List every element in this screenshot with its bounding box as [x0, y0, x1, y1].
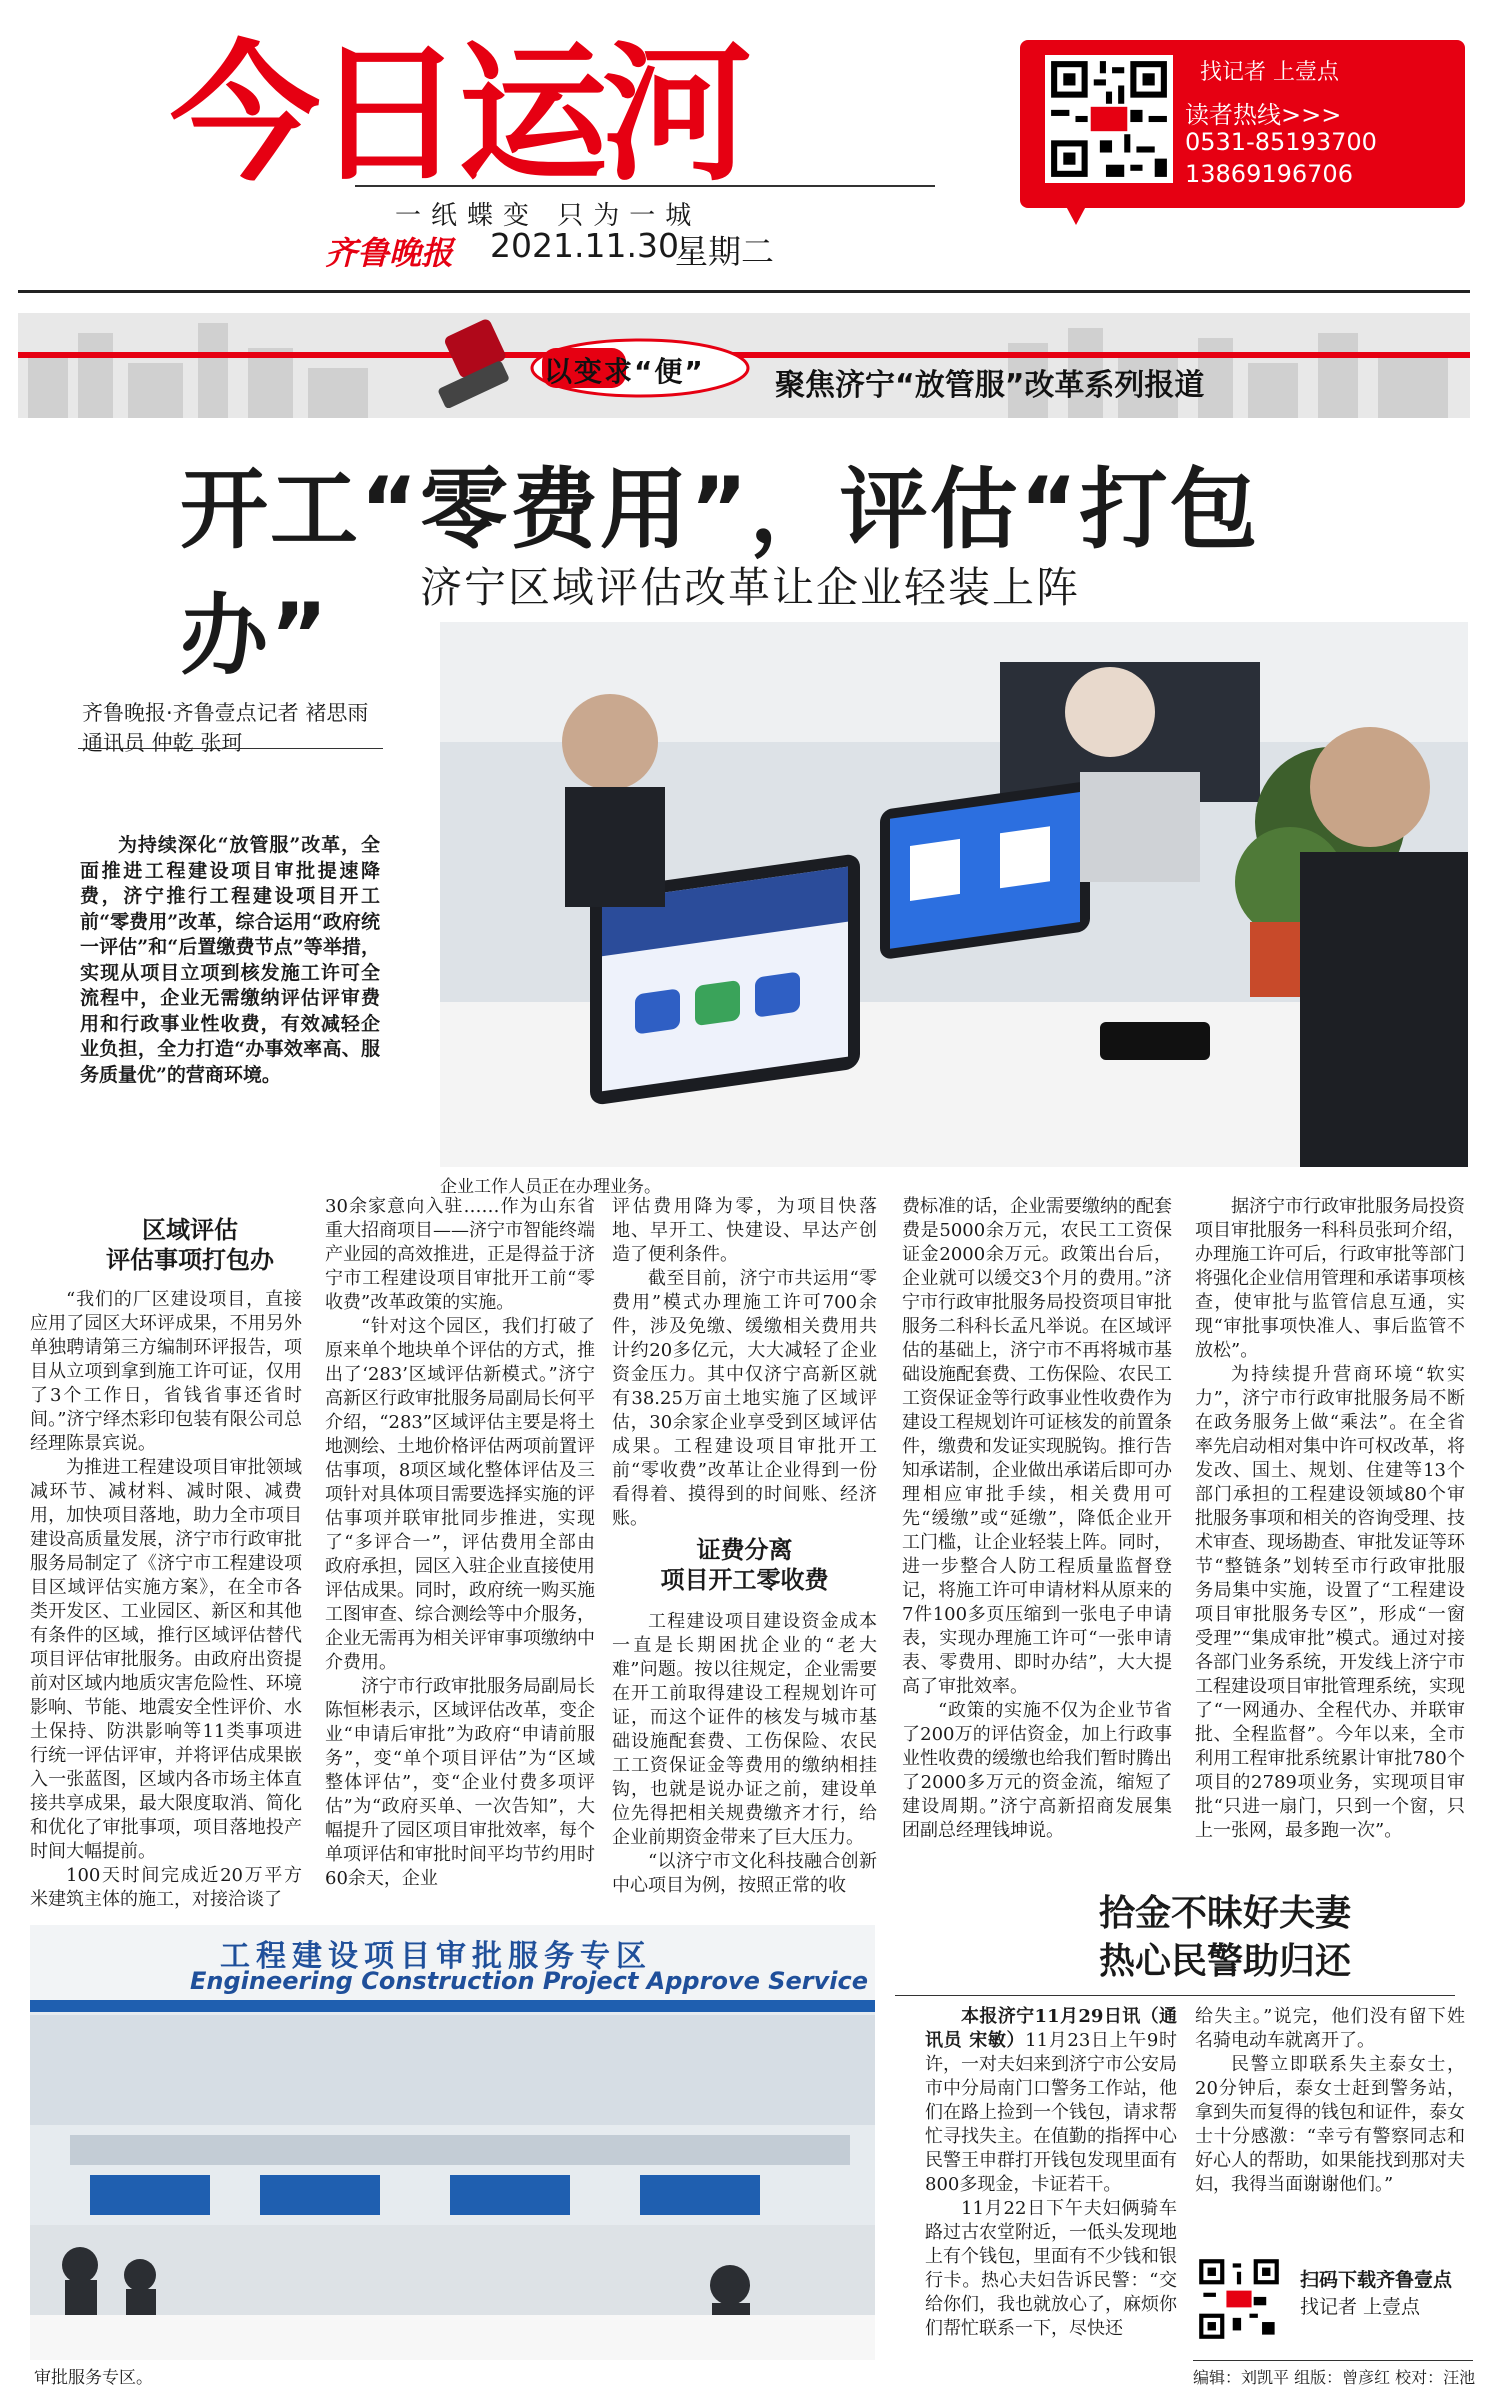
story2-dateline: 本报济宁11月29日讯（通讯员 宋敏） — [925, 2006, 1177, 2051]
hotline-phone-2[interactable]: 13869196706 — [1185, 160, 1353, 188]
article-headline: 开工“零费用”，评估“打包办” — [180, 458, 1260, 687]
service-zone-sign-en: Engineering Construction Project Approve Service — [190, 1967, 868, 1995]
download-app-label: 扫码下载齐鲁壹点 — [1300, 2269, 1453, 2291]
hotline-pointer — [1060, 195, 1092, 225]
story2-headline: 拾金不昧好夫妻 热心民警助归还 — [1098, 1893, 1351, 1982]
masthead-divider — [355, 185, 935, 187]
section-head-regional-assessment: 区域评估 评估事项打包办 — [106, 1216, 274, 1274]
series-title: 聚焦济宁“放管服”改革系列报道 — [775, 368, 1205, 403]
article-column-2: 30余家意向入驻……作为山东省重大招商项目——济宁市智能终端产业园的高效推进，正是得益于济宁市工程建设项目审批开工前“零收费”改革政策的实施。 “针对这个园区，我们打破了原来单个地块单个评估的方式，推出了‘283’区域评估新模式。”济宁高新区行政审批服务局副局长何平介绍，“283”区域评估主要是将土地测绘、土地价格评估两项前置评估事项，8项区域化整体评估及三项针对具体项目需要选择实施的评估事项并联审批同步推进，实现了“多评合一”，评估费用全部由政府承担，园区入驻企业直接使用评估成果。同时，政府统一购买施工图审查、综合测绘等中介服务，企业无需再为相关评审事项缴纳中介费用。 济宁市行政审批服务局副局长陈恒彬表示，区域评估改革，变企业“申请后审批”为政府“申请前服务”，变“单个项目评估”为“区域整体评估”，变“企业付费多项评估”为“政府买单、一次告知”，大幅提升了园区项目审批效率，每个单项评估和审批时间平均节约用时60余天，企业 — [325, 1196, 595, 1889]
paper-name: 齐鲁晚报 — [325, 234, 454, 272]
series-badge — [530, 338, 750, 398]
article-photo-office — [440, 622, 1468, 1167]
article-column-3b: 工程建设项目建设资金成本一直是长期困扰企业的“老大难”问题。按以往规定，企业需要在开工前取得建设工程规划许可证，而这个证件的核发与城市基础设施配套费、工伤保险、农民工工资保证金等费用的缴纳相挂钩，也就是说办证之前，建设单位先得把相关规费缴齐才行，给企业前期资金带来了巨大压力。 “以济宁市文化科技融合创新中心项目为例，按照正常的收 — [612, 1611, 877, 1896]
hotline-label: 读者热线>>> — [1185, 101, 1342, 129]
story2-column-1: 本报济宁11月29日讯（通讯员 宋敏）11月23日上午9时许，一对夫妇来到济宁市公安局市中分局南门口警务工作站，他们在路上捡到一个钱包，请求帮忙寻找失主。在值勤的指挥中心民警王申群打开钱包发现里面有800多现金，卡证若干。 11月22日下午夫妇俩骑车路过古农堂附近，一低头发现地上有个钱包，里面有不少钱和银行卡。热心夫妇告诉民警：“交给你们，我也就放心了，麻烦你们帮忙联系一下，尽快还 — [925, 2006, 1177, 2339]
article-column-1: “我们的厂区建设项目，直接应用了园区大环评成果，不用另外单独聘请第三方编制环评报告，项目从立项到拿到施工许可证，仅用了3个工作日，省钱省事还省时间。”济宁绎杰彩印包装有限公司总经理陈景宾说。 为推进工程建设项目审批领域减环节、减材料、减时限、减费用，加快项目落地，助力全市项目建设高质量发展，济宁市行政审批服务局制定了《济宁市工程建设项目区域评估实施方案》，在全市各类开发区、工业园区、新区和其他有条件的区域，推行区域评估替代项目评估审批服务。由政府出资提前对区域内地质灾害危险性、环境影响、节能、地震安全性评价、水土保持、防洪影响等11类事项进行统一评估评审，并将评估成果嵌入一张蓝图，区域内各市场主体直接共享成果，最大限度取消、简化和优化了审批事项，项目落地投产时间大幅提前。 100天时间完成近20万平方米建筑主体的施工，对接洽谈了 — [30, 1289, 302, 1910]
photo1-caption: 企业工作人员正在办理业务。 — [440, 1177, 661, 1197]
article-column-3a: 评估费用降为零，为项目快落地、早开工、快建设、早达产创造了便利条件。 截至目前，济宁市共运用“零费用”模式办理施工许可700余件，涉及免缴、缓缴相关费用共计约20多亿元，大大减轻了企业资金压力。其中仅济宁高新区就有38.25万亩土地实施了区域评估，30余家企业享受到区域评估成果。工程建设项目审批开工前“零收费”改革让企业得到一份看得着、摸得到的时间账、经济账。 — [612, 1196, 877, 1529]
story2-divider — [895, 1995, 1455, 1996]
story2-column-2: 给失主。”说完，他们没有留下姓名骑电动车就离开了。 民警立即联系失主泰女士，20分钟后，泰女士赶到警务站，拿到失而复得的钱包和证件，泰女士十分感激：“幸亏有警察同志和好心人的帮助，如果能找到那对夫妇，我得当面谢谢他们。” — [1195, 2006, 1465, 2195]
byline-divider — [78, 748, 383, 749]
credits-divider — [1193, 2360, 1473, 2361]
page-credits: 编辑：刘凯平 组版：曾彦红 校对：汪池 — [1193, 2368, 1476, 2387]
qr-code-icon[interactable] — [1045, 55, 1173, 183]
photo2-caption: 审批服务专区。 — [34, 2368, 153, 2388]
issue-weekday: 星期二 — [675, 232, 774, 271]
masthead-slogan: 一纸蝶变 只为一城 — [395, 201, 702, 231]
hotline-find-reporter: 找记者 上壹点 — [1200, 60, 1339, 85]
download-app-sublabel: 找记者 上壹点 — [1300, 2296, 1421, 2318]
hotline-phone-1[interactable]: 0531-85193700 — [1185, 128, 1377, 156]
service-zone-sign-cn: 工程建设项目审批服务专区 — [220, 1939, 652, 1974]
article-column-5: 据济宁市行政审批服务局投资项目审批服务一科科员张珂介绍，办理施工许可后，行政审批等部门将强化企业信用管理和承诺事项核查，使审批与监管信息互通，实现“审批事项快准人、事后监管不放松”。 为持续提升营商环境“软实力”，济宁市行政审批服务局不断在政务服务上做“乘法”。在全省率先启动相对集中许可权改革，将发改、国土、规划、住建等13个部门承担的工程建设领域80个审批服务事项和相关的咨询受理、技术审查、现场勘查、审批发证等环节“整链条”划转至市行政审批服务局集中实施，设置了“工程建设项目审批服务专区”，形成“一窗受理”“集成审批”模式。通过对接各部门业务系统，开发线上济宁市工程建设项目审批管理系统，实现了“一网通办、全程代办、并联审批、全程监督”。今年以来，全市利用工程审批系统累计审批780个项目的2789项业务，实现项目审批“只进一扇门，只到一个窗，只上一张网，最多跑一次”。 — [1195, 1196, 1465, 1841]
download-qr-code-icon[interactable] — [1195, 2255, 1283, 2343]
byline-correspondent: 通讯员 仲乾 张珂 — [82, 731, 243, 755]
issue-date: 2021.11.30 — [490, 226, 679, 265]
article-subhead: 济宁区域评估改革让企业轻装上阵 — [420, 563, 1081, 612]
byline-reporter: 齐鲁晚报·齐鲁壹点记者 褚思雨 — [82, 701, 369, 725]
article-column-4: 费标准的话，企业需要缴纳的配套费是5000余万元，农民工工资保证金2000余万元。政策出台后，企业就可以缓交3个月的费用。”济宁市行政审批服务局投资项目审批服务二科科长孟凡举说。在区域评估的基础上，济宁市不再将城市基础设施配套费、工伤保险、农民工工资保证金等行政事业性收费作为建设工程规划许可证核发的前置条件，缴费和发证实现脱钩。推行告知承诺制，企业做出承诺后即可办理相应审批手续，相关费用可先“缓缴”或“延缴”，降低企业开工门槛，让企业轻装上阵。同时，进一步整合人防工程质量监督登记，将施工许可申请材料从原来的7件100多页压缩到一张电子申请表，实现办理施工许可“一张申请表、零费用、即时办结”，大大提高了审批效率。 “政策的实施不仅为企业节省了200万的评估资金，加上行政事业性收费的缓缴也给我们暂时腾出了2000多万元的资金流，缩短了建设周期。”济宁高新招商发展集团副总经理钱坤说。 — [902, 1196, 1172, 1841]
masthead-rule — [18, 290, 1470, 293]
article-lead: 为持续深化“放管服”改革，全面推进工程建设项目审批提速降费，济宁推行工程建设项目开工前“零费用”改革，综合运用“政府统一评估”和“后置缴费节点”等举措，实现从项目立项到核发施工许可全流程中，企业无需缴纳评估评审费用和行政事业性收费，有效减轻企业负担，全力打造“办事效率高、服务质量优”的营商环境。 — [80, 834, 380, 1086]
stamp-icon — [420, 318, 530, 408]
article-byline — [82, 698, 368, 758]
article-photo-service-zone — [30, 1925, 875, 2360]
masthead-title: 今日运河 — [170, 28, 747, 202]
series-badge-text: 以变求“便” — [544, 355, 705, 388]
section-head-fee-separation: 证费分离 项目开工零收费 — [660, 1536, 829, 1594]
